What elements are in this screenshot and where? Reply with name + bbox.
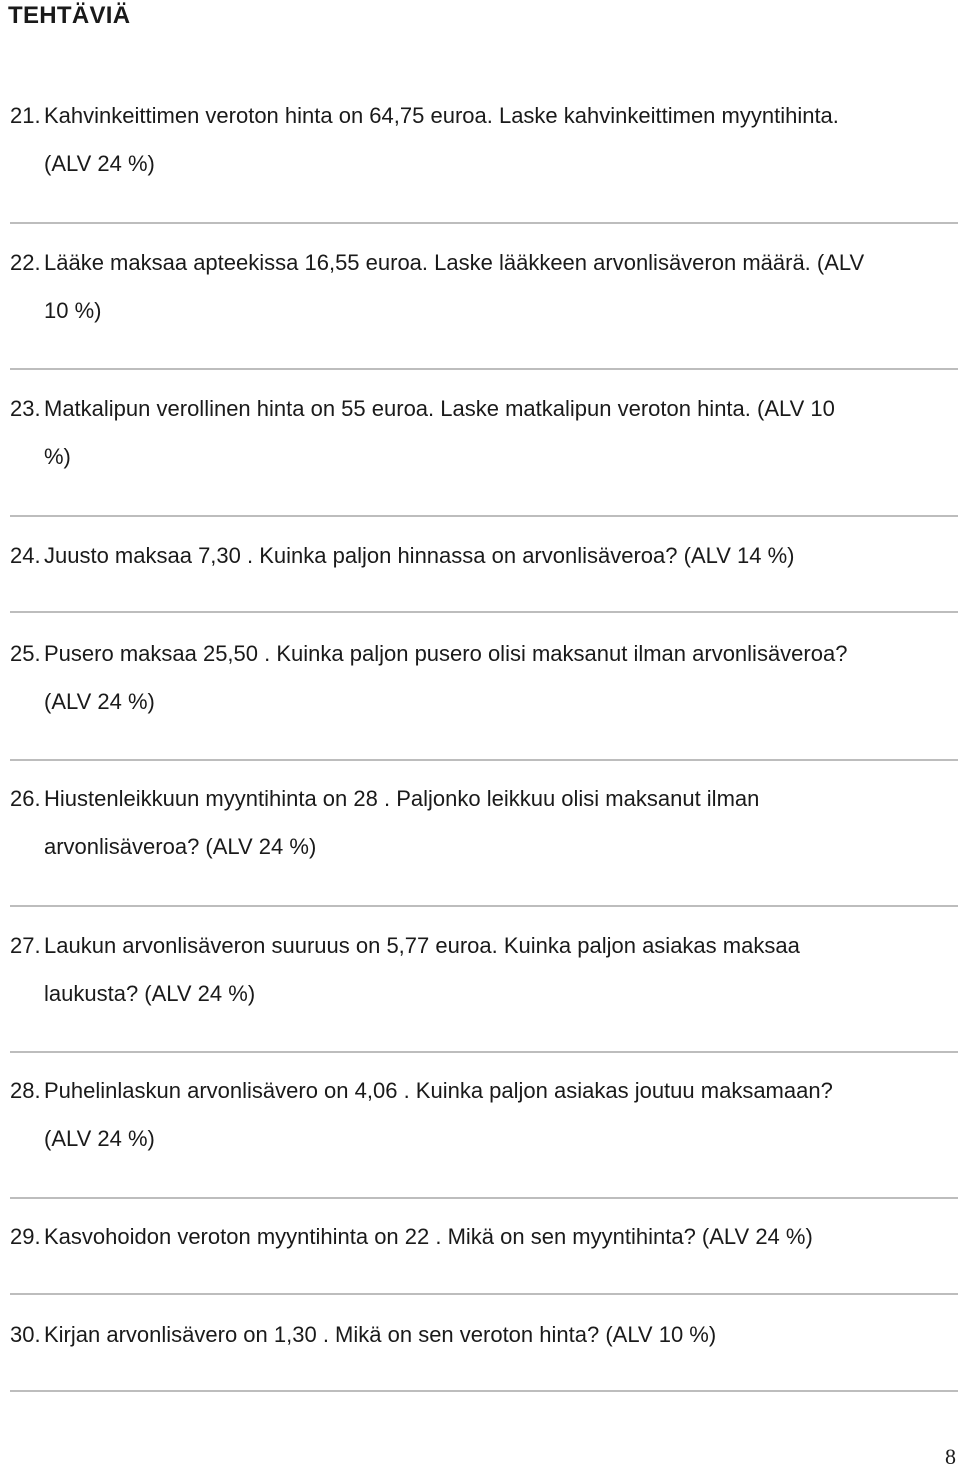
page-number: 8 — [945, 1444, 956, 1469]
task-text: Matkalipun verollinen hinta on 55 euroa. Laske matkalipun veroton hinta. (ALV 10 — [44, 396, 835, 421]
answer-divider — [10, 1051, 958, 1053]
task-text: Laukun arvonlisäveron suuruus on 5,77 euroa. Kuinka paljon asiakas maksaa — [44, 933, 800, 958]
answer-divider — [10, 1197, 958, 1199]
task-text: Juusto maksaa 7,30 . Kuinka paljon hinnassa on arvonlisäveroa? (ALV 14 %) — [44, 543, 795, 568]
answer-divider — [10, 1390, 958, 1392]
task-number: 24. — [10, 543, 41, 568]
task-number: 23. — [10, 396, 41, 421]
task-text-continued: (ALV 24 %) — [44, 151, 155, 176]
task-text-continued: %) — [44, 444, 71, 469]
task-number: 26. — [10, 786, 41, 811]
task-item-22 — [10, 239, 940, 335]
answer-divider — [10, 368, 958, 370]
task-item-24 — [10, 532, 940, 580]
task-text-continued: arvonlisäveroa? (ALV 24 %) — [44, 834, 317, 859]
task-number: 28. — [10, 1078, 41, 1103]
task-text: Hiustenleikkuun myyntihinta on 28 . Paljonko leikkuu olisi maksanut ilman — [44, 786, 760, 811]
task-text: Kahvinkeittimen veroton hinta on 64,75 euroa. Laske kahvinkeittimen myyntihinta. — [44, 103, 839, 128]
answer-divider — [10, 1293, 958, 1295]
answer-divider — [10, 515, 958, 517]
task-text-continued: 10 %) — [44, 298, 102, 323]
task-number: 22. — [10, 250, 41, 275]
task-item-26 — [10, 775, 940, 871]
task-text: Pusero maksaa 25,50 . Kuinka paljon pusero olisi maksanut ilman arvonlisäveroa? — [44, 641, 848, 666]
task-number: 29. — [10, 1224, 41, 1249]
answer-divider — [10, 611, 958, 613]
task-item-25 — [10, 630, 940, 726]
answer-divider — [10, 222, 958, 224]
task-number: 30. — [10, 1322, 41, 1347]
task-text-continued: (ALV 24 %) — [44, 689, 155, 714]
task-item-30 — [10, 1311, 940, 1359]
task-item-23 — [10, 385, 940, 481]
task-item-27 — [10, 922, 940, 1018]
task-text-continued: laukusta? (ALV 24 %) — [44, 981, 256, 1006]
task-number: 21. — [10, 103, 41, 128]
task-number: 27. — [10, 933, 41, 958]
task-item-29 — [10, 1213, 940, 1261]
task-item-28 — [10, 1067, 940, 1163]
answer-divider — [10, 905, 958, 907]
answer-divider — [10, 759, 958, 761]
page-title: TEHTÄVIÄ — [8, 2, 131, 29]
task-item-21 — [10, 92, 940, 188]
task-text: Lääke maksaa apteekissa 16,55 euroa. Laske lääkkeen arvonlisäveron määrä. (ALV — [44, 250, 865, 275]
task-text: Puhelinlaskun arvonlisävero on 4,06 . Kuinka paljon asiakas joutuu maksamaan? — [44, 1078, 833, 1103]
task-text: Kirjan arvonlisävero on 1,30 . Mikä on sen veroton hinta? (ALV 10 %) — [44, 1322, 717, 1347]
task-text: Kasvohoidon veroton myyntihinta on 22 . Mikä on sen myyntihinta? (ALV 24 %) — [44, 1224, 813, 1249]
task-text-continued: (ALV 24 %) — [44, 1126, 155, 1151]
task-number: 25. — [10, 641, 41, 666]
